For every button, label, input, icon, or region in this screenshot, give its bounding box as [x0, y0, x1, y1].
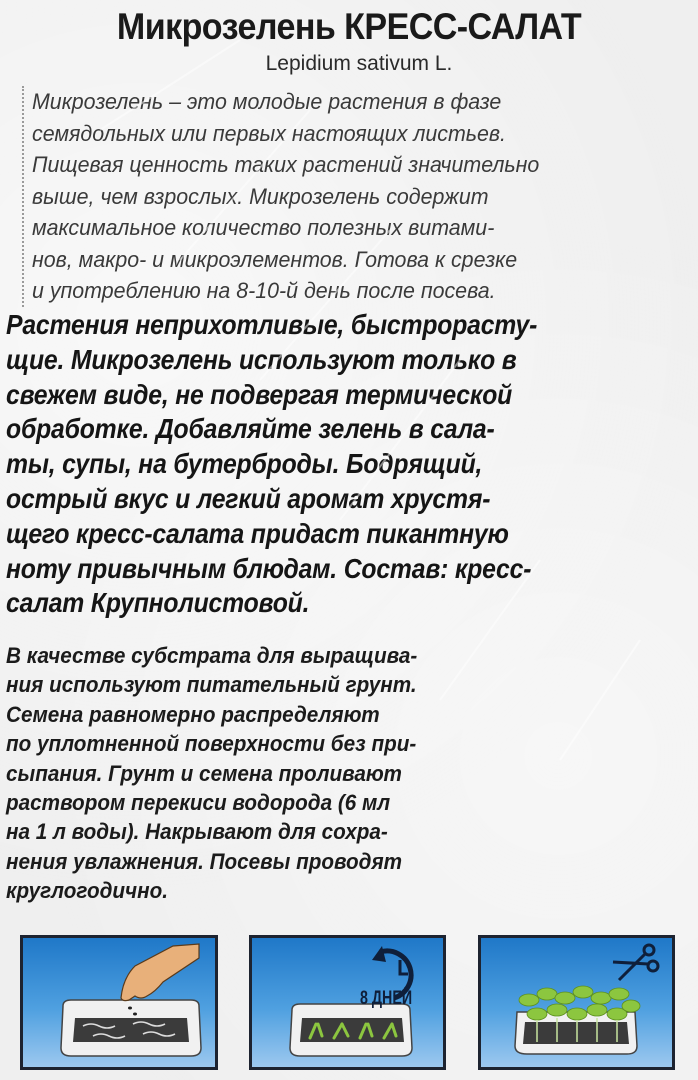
intro-line: и употреблению на 8-10-й день после посева.: [32, 278, 496, 303]
instruction-line: сыпания. Грунт и семена проливают: [6, 760, 402, 786]
description-line: щего кресс-салата придаст пикантную: [6, 517, 509, 549]
instruction-line: раствором перекиси водорода (6 мл: [6, 790, 391, 816]
intro-line: нов, макро- и микроэлементов. Готова к срезке: [32, 246, 518, 272]
description-paragraph: [6, 308, 696, 621]
description-line: обработке. Добавляйте зелень в сала-: [6, 413, 495, 445]
latin-name: Lepidium sativum L.: [265, 52, 453, 75]
description-line: свежем виде, не подвергая термической: [6, 378, 513, 410]
days-label: 8 ДНЕЙ: [360, 988, 413, 1009]
description-line: ты, супы, на бутерброды. Бодрящий,: [6, 448, 483, 480]
instruction-line: ния используют питательный грунт.: [6, 672, 417, 698]
scissors-icon: [481, 938, 672, 1067]
hand-sowing-seeds-icon: [23, 938, 215, 1067]
growing-instructions: [6, 641, 566, 906]
intro-paragraph: [22, 86, 692, 307]
instruction-line: Семена равномерно распределяют: [6, 701, 380, 727]
instruction-line: В качестве субстрата для выращива-: [6, 643, 418, 668]
intro-line: максимальное количество полезных витами-: [32, 215, 495, 240]
intro-line: Микрозелень – это молодые растения в фазе: [32, 89, 502, 114]
description-line: Растения неприхотливые, быстрорасту-: [6, 309, 538, 340]
instruction-line: по уплотненной поверхности без при-: [6, 731, 417, 757]
intro-line: Пищевая ценность таких растений значительно: [32, 152, 540, 177]
intro-line: семядольных или первых настоящих листьев.: [32, 120, 506, 146]
illustration-step-harvest: [478, 935, 675, 1070]
description-line: салат Крупнолистовой.: [6, 587, 310, 619]
intro-line: выше, чем взрослых. Микрозелень содержит: [32, 183, 489, 209]
product-title: Микрозелень КРЕСС-САЛАТ: [116, 6, 582, 47]
description-line: щие. Микрозелень используют только в: [6, 343, 517, 375]
instruction-line: круглогодично.: [6, 878, 168, 904]
instruction-line: нения увлажнения. Посевы проводят: [6, 848, 403, 874]
clock-arrow-icon: [252, 938, 443, 1067]
illustration-step-sowing: [20, 935, 218, 1070]
description-line: острый вкус и легкий аромат хрустя-: [6, 482, 491, 514]
illustration-step-waiting: [249, 935, 446, 1070]
instruction-line: на 1 л воды). Накрывают для сохра-: [6, 819, 388, 845]
description-line: ноту привычным блюдам. Состав: кресс-: [6, 552, 532, 584]
